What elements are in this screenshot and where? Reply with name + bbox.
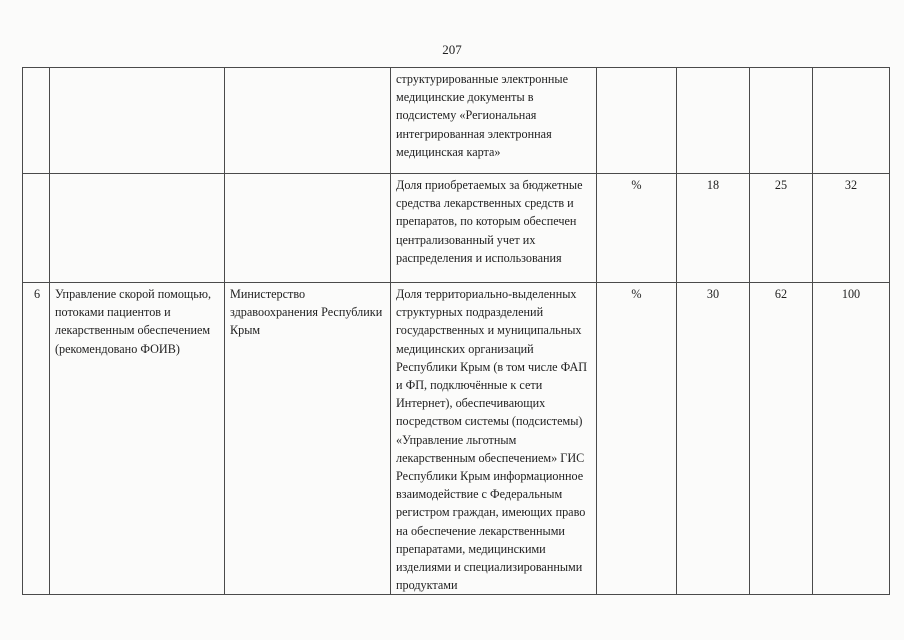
indicator-cell: Доля приобретаемых за бюджетные средства лекарственных средств и препаратов, по которым обеспечен централизованный учет их распределения и использования (391, 174, 597, 283)
value-cell-3: 32 (813, 174, 890, 283)
value-cell-1: 30 (677, 283, 750, 595)
executor-cell: Министерство здравоохранения Республики Крым (225, 283, 391, 595)
unit-cell: % (597, 283, 677, 595)
table-row (23, 68, 890, 174)
row-number-cell: 6 (23, 283, 50, 595)
value-cell-3: 100 (813, 283, 890, 595)
executor-cell (225, 68, 391, 174)
direction-name-cell: Управление скорой помощью, потоками пациентов и лекарственным обеспечением (рекомендовано ФОИВ) (50, 283, 225, 595)
executor-cell (225, 174, 391, 283)
value-cell-2: 62 (750, 283, 813, 595)
table-row (23, 283, 890, 595)
unit-cell (597, 68, 677, 174)
table-row (23, 174, 890, 283)
direction-name-cell (50, 68, 225, 174)
indicator-cell: Доля территориально-выделенных структурных подразделений государственных и муниципальных медицинских организаций Республики Крым (в том числе ФАП и ФП, подключённые к сети Интернет), обеспечивающих посредством системы (подсистемы) «Управление льготным лекарственным обеспечением» ГИС Республики Крым информационное взаимодействие с Федеральным регистром граждан, имеющих право на обеспечение лекарственными препаратами, медицинскими изделиями и специализированными продуктами (391, 283, 597, 595)
unit-cell: % (597, 174, 677, 283)
indicator-cell: структурированные электронные медицинские документы в подсистему «Региональная интегрированная электронная медицинская карта» (391, 68, 597, 174)
value-cell-1 (677, 68, 750, 174)
value-cell-2 (750, 68, 813, 174)
row-number-cell (23, 68, 50, 174)
indicators-table (22, 67, 890, 595)
value-cell-2: 25 (750, 174, 813, 283)
value-cell-1: 18 (677, 174, 750, 283)
direction-name-cell (50, 174, 225, 283)
value-cell-3 (813, 68, 890, 174)
row-number-cell (23, 174, 50, 283)
page-number: 207 (442, 42, 462, 57)
